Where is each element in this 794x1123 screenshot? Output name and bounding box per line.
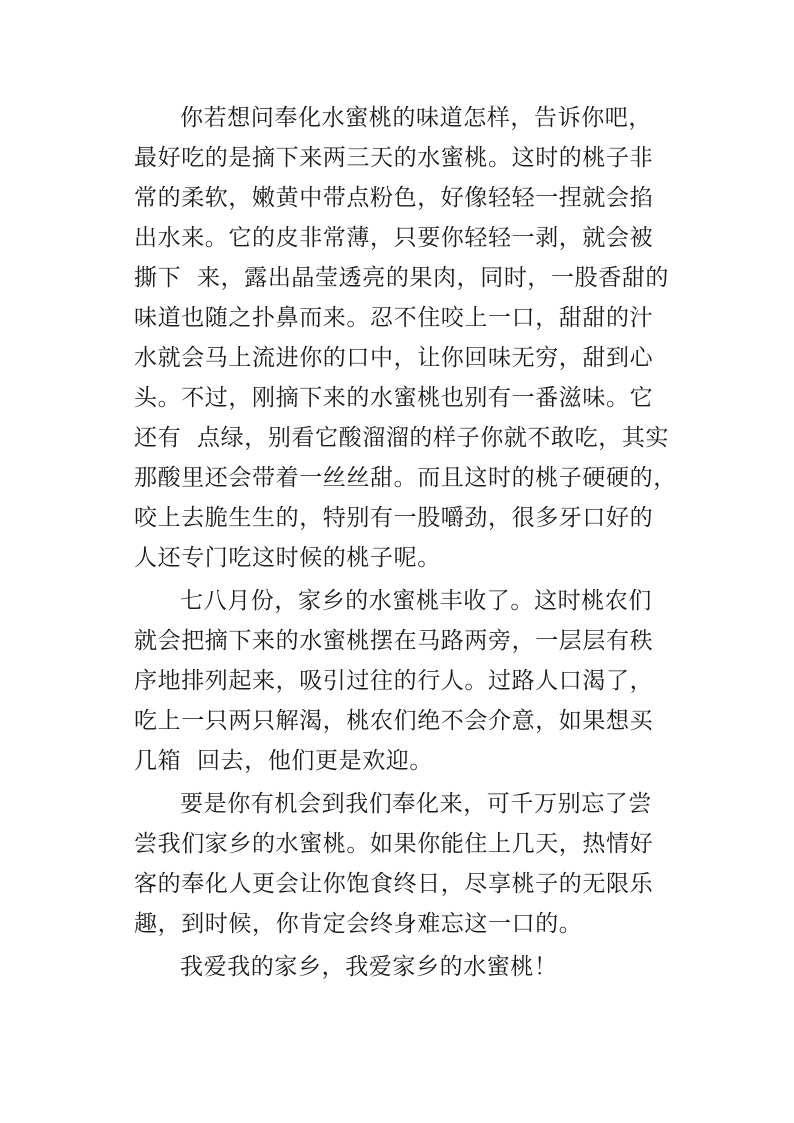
text-line-5: 撕下 来，露出晶莹透亮的果肉，同时，一股香甜的 xyxy=(134,265,670,291)
text-line-16: 吃上一只两只解渴，桃农们绝不会介意，如果想买 xyxy=(134,708,654,734)
text-line-19: 尝我们家乡的水蜜桃。如果你能住上几天，热情好 xyxy=(134,831,654,857)
text-line-21: 趣，到时候，你肯定会终身难忘这一口的。 xyxy=(134,911,583,937)
text-line-11: 咬上去脆生生的，特别有一股嚼劲，很多牙口好的 xyxy=(134,505,654,531)
text-line-2: 最好吃的是摘下来两三天的水蜜桃。这时的桃子非 xyxy=(134,145,654,171)
text-line-12: 人还专门吃这时候的桃子呢。 xyxy=(134,545,441,571)
text-line-10: 那酸里还会带着一丝丝甜。而且这时的桃子硬硬的， xyxy=(134,465,677,491)
text-line-14: 就会把摘下来的水蜜桃摆在马路两旁，一层层有秩 xyxy=(134,628,654,654)
text-line-8: 头。不过，刚摘下来的水蜜桃也别有一番滋味。它 xyxy=(134,385,654,411)
text-line-1: 你若想问奉化水蜜桃的味道怎样，告诉你吧， xyxy=(180,105,652,131)
text-line-3: 常的柔软，嫩黄中带点粉色，好像轻轻一捏就会掐 xyxy=(134,185,654,211)
text-line-4: 出水来。它的皮非常薄，只要你轻轻一剥，就会被 xyxy=(134,225,654,251)
text-line-9: 还有 点绿，别看它酸溜溜的样子你就不敢吃，其实 xyxy=(134,425,670,451)
text-line-6: 味道也随之扑鼻而来。忍不住咬上一口，甜甜的汁 xyxy=(134,305,654,331)
text-line-22: 我爱我的家乡，我爱家乡的水蜜桃！ xyxy=(180,954,558,980)
text-line-20: 客的奉化人更会让你饱食终日，尽享桃子的无限乐 xyxy=(134,871,654,897)
text-line-17: 几箱 回去，他们更是欢迎。 xyxy=(134,748,434,774)
text-line-18: 要是你有机会到我们奉化来，可千万别忘了尝 xyxy=(180,791,652,817)
text-line-7: 水就会马上流进你的口中，让你回味无穷，甜到心 xyxy=(134,345,654,371)
text-line-15: 序地排列起来，吸引过往的行人。过路人口渴了， xyxy=(134,668,654,694)
text-line-13: 七八月份，家乡的水蜜桃丰收了。这时桃农们 xyxy=(180,588,652,614)
